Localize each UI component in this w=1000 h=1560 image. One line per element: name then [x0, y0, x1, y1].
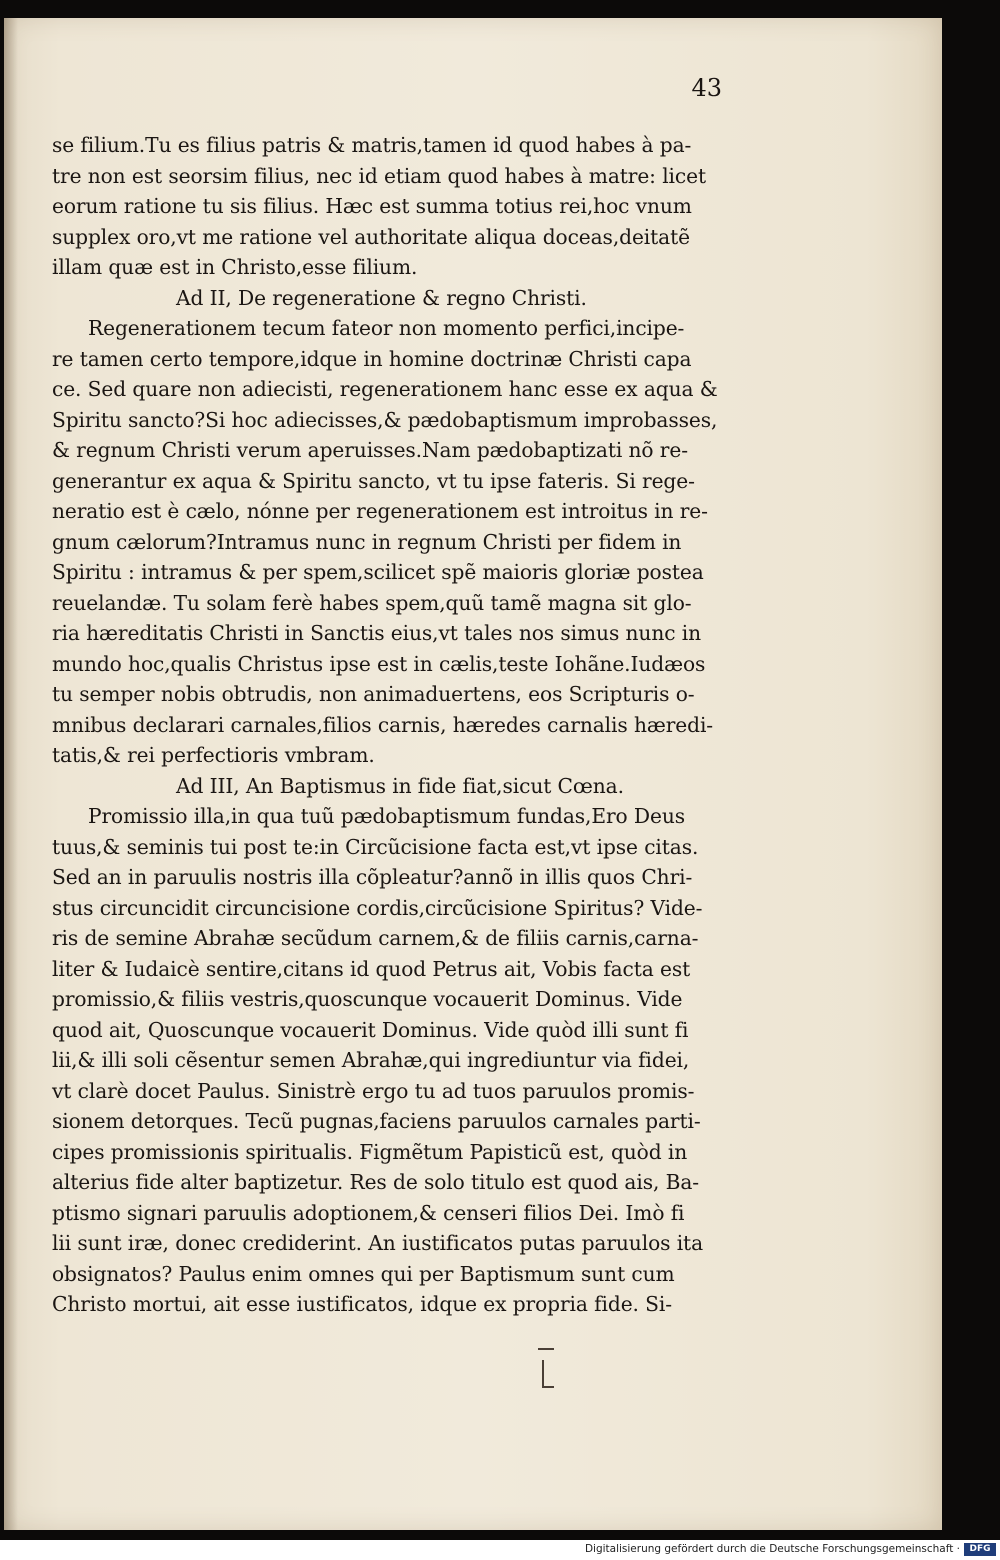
- text-line: mnibus declarari carnales,filios carnis, hæredes carnalis hæredi-: [52, 712, 714, 737]
- text-line: tu semper nobis obtrudis, non animaduertens, eos Scripturis o-: [52, 682, 695, 706]
- text-line: Sed an in paruulis nostris illa cõpleatur?annõ in illis quos Chri-: [52, 865, 693, 889]
- page-number: 43: [691, 74, 722, 102]
- text-line: tatis,& rei perfectioris vmbram.: [52, 743, 375, 767]
- text-line: reuelandæ. Tu solam ferè habes spem,quũ tamẽ magna sit glo-: [52, 590, 692, 615]
- text-line: illam quæ est in Christo,esse filium.: [52, 255, 418, 279]
- body-text: [52, 130, 752, 1320]
- text-line: vt clarè docet Paulus. Sinistrè ergo tu ad tuos paruulos promis-: [52, 1078, 695, 1103]
- text-line: cipes promissionis spiritualis. Figmẽtum Papisticũ est, quòd in: [52, 1139, 688, 1164]
- text-line: tre non est seorsim filius, nec id etiam quod habes à matre: licet: [52, 163, 706, 188]
- text-line: Spiritu : intramus & per spem,scilicet spẽ maioris gloriæ postea: [52, 560, 704, 584]
- text-line: lii sunt iræ, donec crediderint. An iustificatos putas paruulos ita: [52, 1231, 704, 1255]
- book-page: [4, 18, 942, 1530]
- digitization-footer: [0, 1540, 1000, 1560]
- text-line: liter & Iudaicè sentire,citans id quod Petrus ait, Vobis facta est: [52, 956, 691, 981]
- text-line: promissio,& filiis vestris,quoscunque vocauerit Dominus. Vide: [52, 987, 683, 1011]
- text-line: neratio est è cælo, nónne per regenerationem est introitus in re-: [52, 499, 708, 523]
- text-line: Christo mortui, ait esse iustificatos, idque ex propria fide. Si-: [52, 1292, 672, 1316]
- text-line: ris de semine Abrahæ secũdum carnem,& de filiis carnis,carna-: [52, 926, 699, 950]
- text-line: quod ait, Quoscunque vocauerit Dominus. Vide quòd illi sunt fi: [52, 1017, 689, 1042]
- text-line: eorum ratione tu sis filius. Hæc est summa totius rei,hoc vnum: [52, 194, 692, 218]
- text-line: Regenerationem tecum fateor non momento perfici,incipe-: [88, 316, 685, 340]
- text-line: re tamen certo tempore,idque in homine doctrinæ Christi capa: [52, 346, 692, 371]
- text-line: alterius fide alter baptizetur. Res de solo titulo est quod ais, Ba-: [52, 1170, 699, 1194]
- text-line: Spiritu sancto?Si hoc adiecisses,& pædobaptismum improbasses,: [52, 407, 718, 432]
- text-line: tuus,& seminis tui post te:in Circũcisione facta est,vt ipse citas.: [52, 834, 699, 859]
- text-line: & regnum Christi verum aperuisses.Nam pædobaptizati nõ re-: [52, 438, 688, 462]
- text-line: ptismo signari paruulis adoptionem,& censeri filios Dei. Imò fi: [52, 1200, 685, 1225]
- text-line: se filium.Tu es filius patris & matris,tamen id quod habes à pa-: [52, 133, 692, 157]
- text-line: ria hæreditatis Christi in Sanctis eius,vt tales nos simus nunc in: [52, 621, 702, 645]
- text-line: sionem detorques. Tecũ pugnas,faciens paruulos carnales parti-: [52, 1109, 701, 1133]
- text-line: generantur ex aqua & Spiritu sancto, vt tu ipse fateris. Si rege-: [52, 468, 695, 493]
- catchword-glyph: [542, 1360, 554, 1388]
- text-line: stus circuncidit circuncisione cordis,circũcisione Spiritus? Vide-: [52, 895, 703, 920]
- text-line: ce. Sed quare non adiecisti, regenerationem hanc esse ex aqua &: [52, 377, 718, 401]
- page-gutter-shadow: [4, 18, 18, 1530]
- text-line: obsignatos? Paulus enim omnes qui per Baptismum sunt cum: [52, 1261, 675, 1286]
- text-line: gnum cælorum?Intramus nunc in regnum Christi per fidem in: [52, 529, 682, 554]
- text-line: lii,& illi soli cẽsentur semen Abrahæ,qui ingrediuntur via fidei,: [52, 1048, 690, 1072]
- text-line: mundo hoc,qualis Christus ipse est in cælis,teste Iohãne.Iudæos: [52, 651, 706, 676]
- dfg-logo: DFG: [964, 1543, 996, 1556]
- section-heading: Ad III, An Baptismus in fide fiat,sicut Cœna.: [176, 773, 624, 798]
- section-heading: Ad II, De regeneratione & regno Christi.: [176, 285, 587, 310]
- text-line: Promissio illa,in qua tuũ pædobaptismum fundas,Ero Deus: [88, 804, 685, 828]
- catchword-rule: [538, 1348, 554, 1350]
- text-line: supplex oro,vt me ratione vel authoritate aliqua doceas,deitatẽ: [52, 224, 690, 249]
- catchword-mark: [532, 1348, 562, 1388]
- funding-credit: Digitalisierung gefördert durch die Deutsche Forschungsgemeinschaft ·: [584, 1543, 960, 1555]
